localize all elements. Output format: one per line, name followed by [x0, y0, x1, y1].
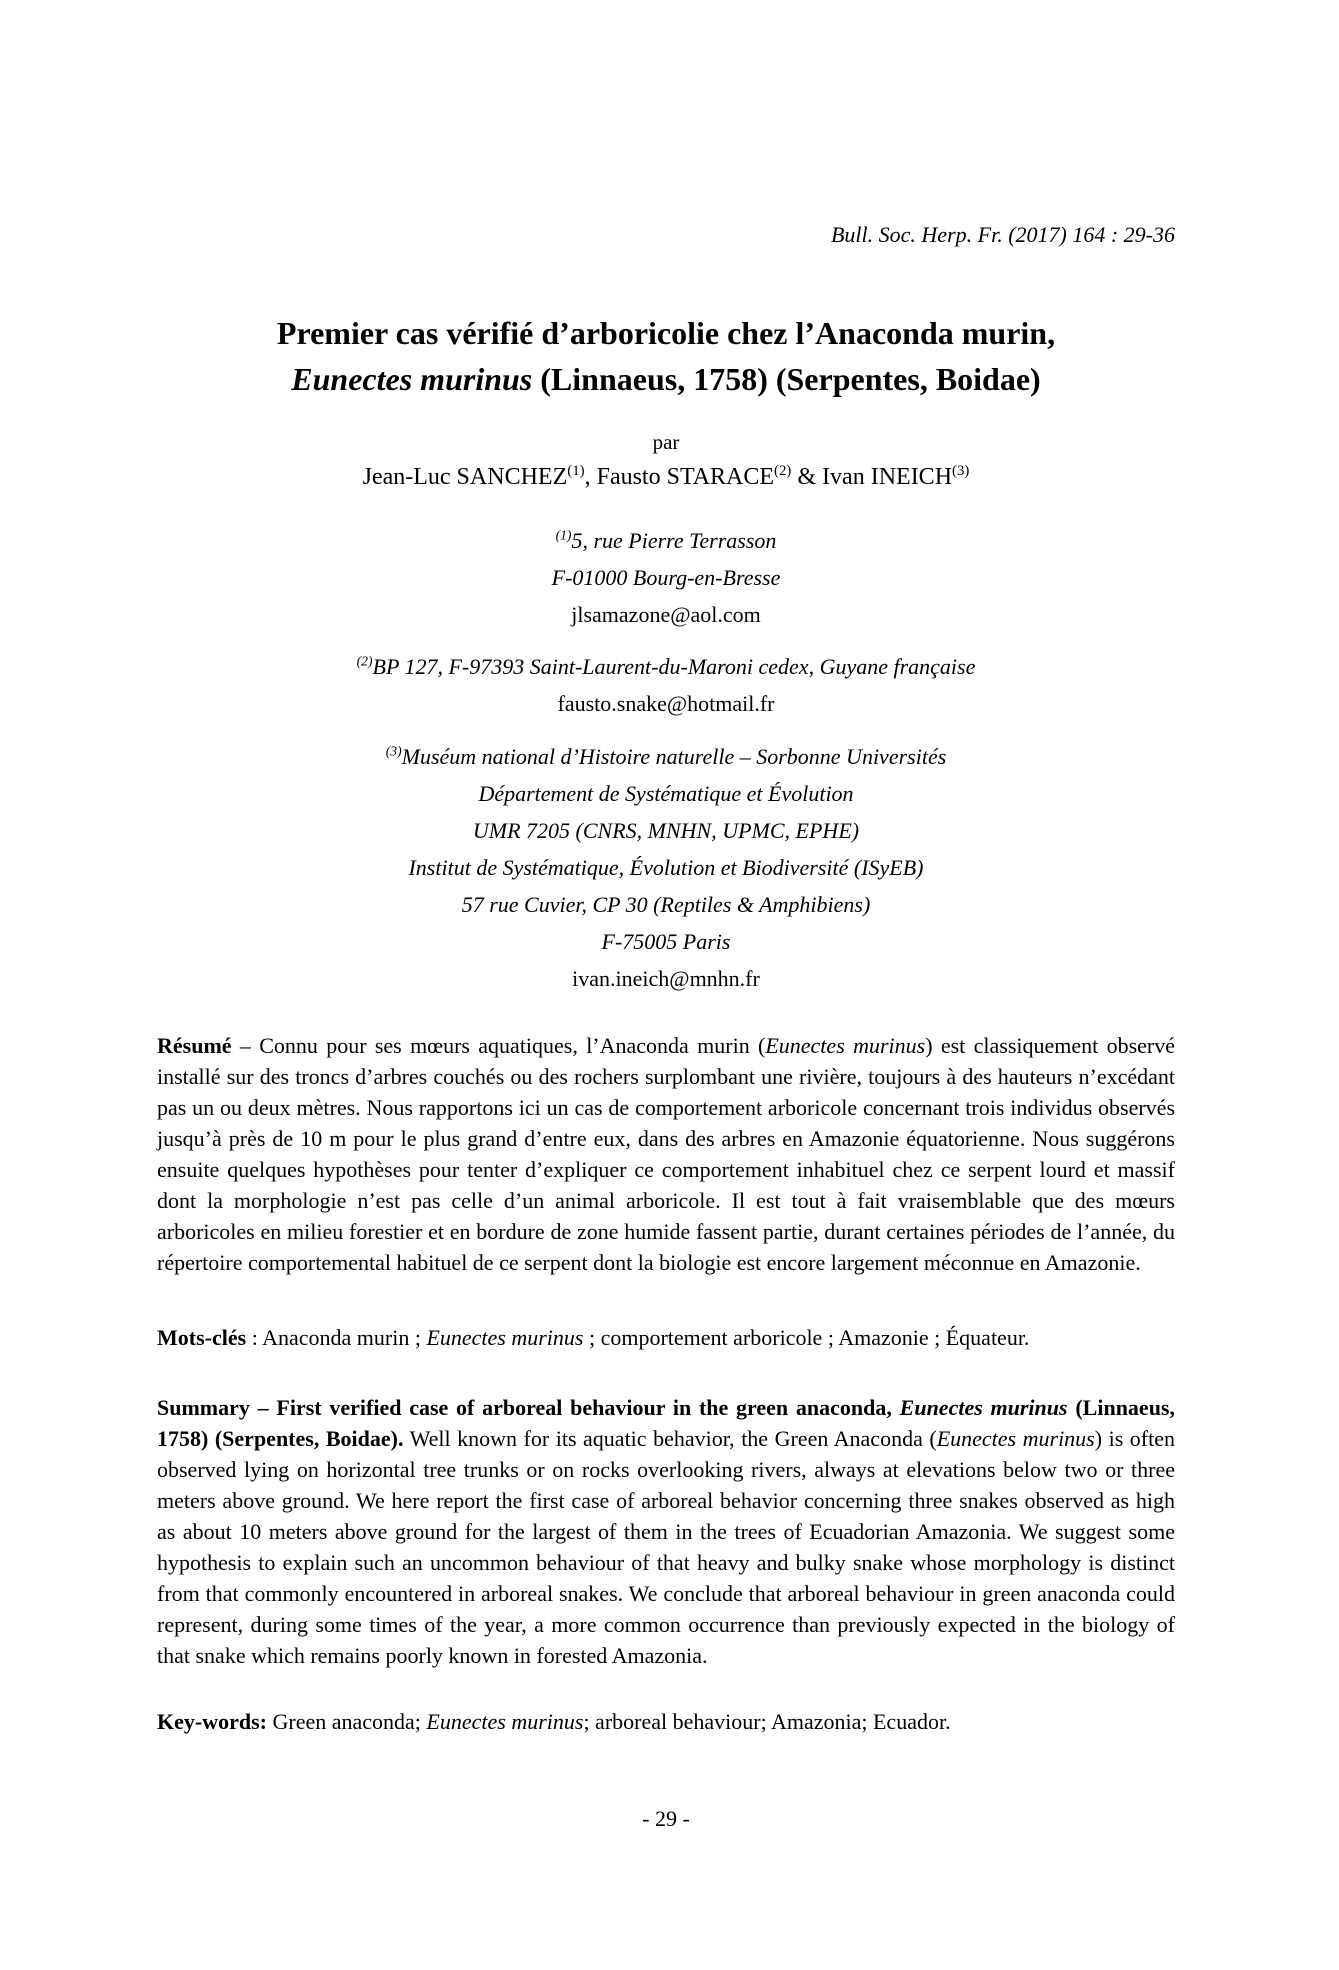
text-run: & Ivan INEICH [791, 464, 953, 490]
text-run: (Linnaeus, 1758) (Serpentes, Boidae) [532, 361, 1041, 397]
address-line [157, 775, 1175, 812]
text-run: ; comportement arboricole ; Amazonie ; Équateur. [583, 1325, 1030, 1350]
text-run: Summary – First verified case of arboreal behaviour in the green anaconda, [157, 1395, 900, 1420]
address-line [157, 559, 1175, 596]
text-run: ) est classiquement observé installé sur des troncs d’arbres couchés ou des rochers surplombant une rivière, toujours à des hauteurs n’excédant pas un ou deux mètres. Nous rapportons ici un cas de comportement arboricole concernant trois individus observés jusqu’à près de 10 m pour le plus grand d’entre eux, dans des arbres en Amazonie équatorienne. Nous suggérons ensuite quelques hypothèses pour tenter d’expliquer ce comportement inhabituel chez ce serpent lourd et massif dont la morphologie n’est pas celle d’un animal arboricole. Il est tout à fait vraisemblable que des mœurs arboricoles en milieu forestier et en bordure de zone humide fassent partie, durant certaines périodes de l’année, du répertoire comportemental habituel de ce serpent dont la biologie est encore largement méconnue en Amazonie. [157, 1033, 1175, 1275]
article-title [157, 310, 1175, 402]
text-run: Muséum national d’Histoire naturelle – Sorbonne Universités [401, 744, 947, 769]
text-run: (3) [385, 743, 402, 759]
text-run: 5, rue Pierre Terrasson [571, 528, 777, 553]
address-line [157, 923, 1175, 960]
text-run: Résumé [157, 1033, 232, 1058]
text-run: (3) [952, 463, 970, 479]
address-line [157, 522, 1175, 559]
text-run: Eunectes murinus [765, 1033, 926, 1058]
text-run: Well known for its aquatic behavior, the Green Anaconda ( [403, 1426, 937, 1451]
authors-line [157, 464, 1175, 491]
text-run: (2) [356, 653, 373, 669]
resume-paragraph [157, 1030, 1175, 1278]
text-run: ) is often observed lying on horizontal tree trunks or on rocks overlooking rivers, always at elevations below two or three meters above ground. We here report the first case of arboreal behavior concerning three snakes observed as high as about 10 meters above ground for the largest of them in the trees of Ecuadorian Amazonia. We suggest some hypothesis to explain such an uncommon behaviour of that heavy and bulky snake whose morphology is distinct from that commonly encountered in arboreal snakes. We conclude that arboreal behaviour in green anaconda could represent, during some times of the year, a more common occurrence than previously expected in the biology of that snake which remains poorly known in forested Amazonia. [157, 1426, 1176, 1668]
text-run: Département de Systématique et Évolution [478, 781, 854, 806]
affiliation-2 [157, 648, 1175, 722]
text-run: – Connu pour ses mœurs aquatiques, l’Anaconda murin ( [231, 1033, 766, 1058]
address-line [157, 886, 1175, 923]
text-run: ; arboreal behaviour; Amazonia; Ecuador. [583, 1709, 951, 1734]
address-line [157, 849, 1175, 886]
text-run: (Linnaeus, 1758) (Serpentes, Boidae). [157, 1395, 1175, 1451]
summary-paragraph [157, 1392, 1175, 1671]
address-line [157, 648, 1175, 685]
text-run: 57 rue Cuvier, CP 30 (Reptiles & Amphibiens) [461, 892, 871, 917]
journal-reference: Bull. Soc. Herp. Fr. (2017) 164 : 29-36 [830, 222, 1175, 247]
text-run: (2) [774, 463, 792, 479]
mots-cles-line [157, 1322, 1175, 1353]
address-line [157, 738, 1175, 775]
text-run: UMR 7205 (CNRS, MNHN, UPMC, EPHE) [472, 818, 860, 843]
article-title-line-1: Premier cas vérifié d’arboricolie chez l’Anaconda murin, [276, 315, 1056, 351]
text-run: Jean-Luc SANCHEZ [362, 464, 568, 490]
page-number: - 29 - [642, 1806, 690, 1831]
affiliation-3 [157, 738, 1175, 997]
text-run: ivan.ineich@mnhn.fr [572, 966, 760, 991]
text-run: , Fausto STARACE [584, 464, 775, 490]
text-run: : Anaconda murin ; [246, 1325, 427, 1350]
text-run: Mots-clés [157, 1325, 247, 1350]
address-line [157, 812, 1175, 849]
text-run: F-75005 Paris [601, 929, 731, 954]
text-run: Eunectes murinus [291, 361, 533, 397]
address-line [157, 596, 1175, 633]
address-line [157, 960, 1175, 997]
text-run: BP 127, F-97393 Saint-Laurent-du-Maroni cedex, Guyane française [372, 654, 976, 679]
text-run: Eunectes murinus [426, 1709, 584, 1734]
key-words-line [157, 1706, 1175, 1737]
article-title-line-2 [157, 356, 1175, 402]
byline: par [652, 430, 680, 454]
address-line [157, 685, 1175, 722]
text-run: Eunectes murinus [899, 1395, 1068, 1420]
text-run: Green anaconda; [266, 1709, 427, 1734]
affiliation-1 [157, 522, 1175, 633]
text-run: fausto.snake@hotmail.fr [557, 691, 775, 716]
text-run: jlsamazone@aol.com [571, 602, 761, 627]
text-run: Key-words: [157, 1709, 267, 1734]
text-run: F-01000 Bourg-en-Bresse [551, 565, 781, 590]
text-run: Eunectes murinus [426, 1325, 584, 1350]
text-run: Eunectes murinus [936, 1426, 1095, 1451]
text-run: (1) [555, 527, 572, 543]
text-run: Institut de Systématique, Évolution et Biodiversité (ISyEB) [408, 855, 924, 880]
text-run: (1) [567, 463, 585, 479]
